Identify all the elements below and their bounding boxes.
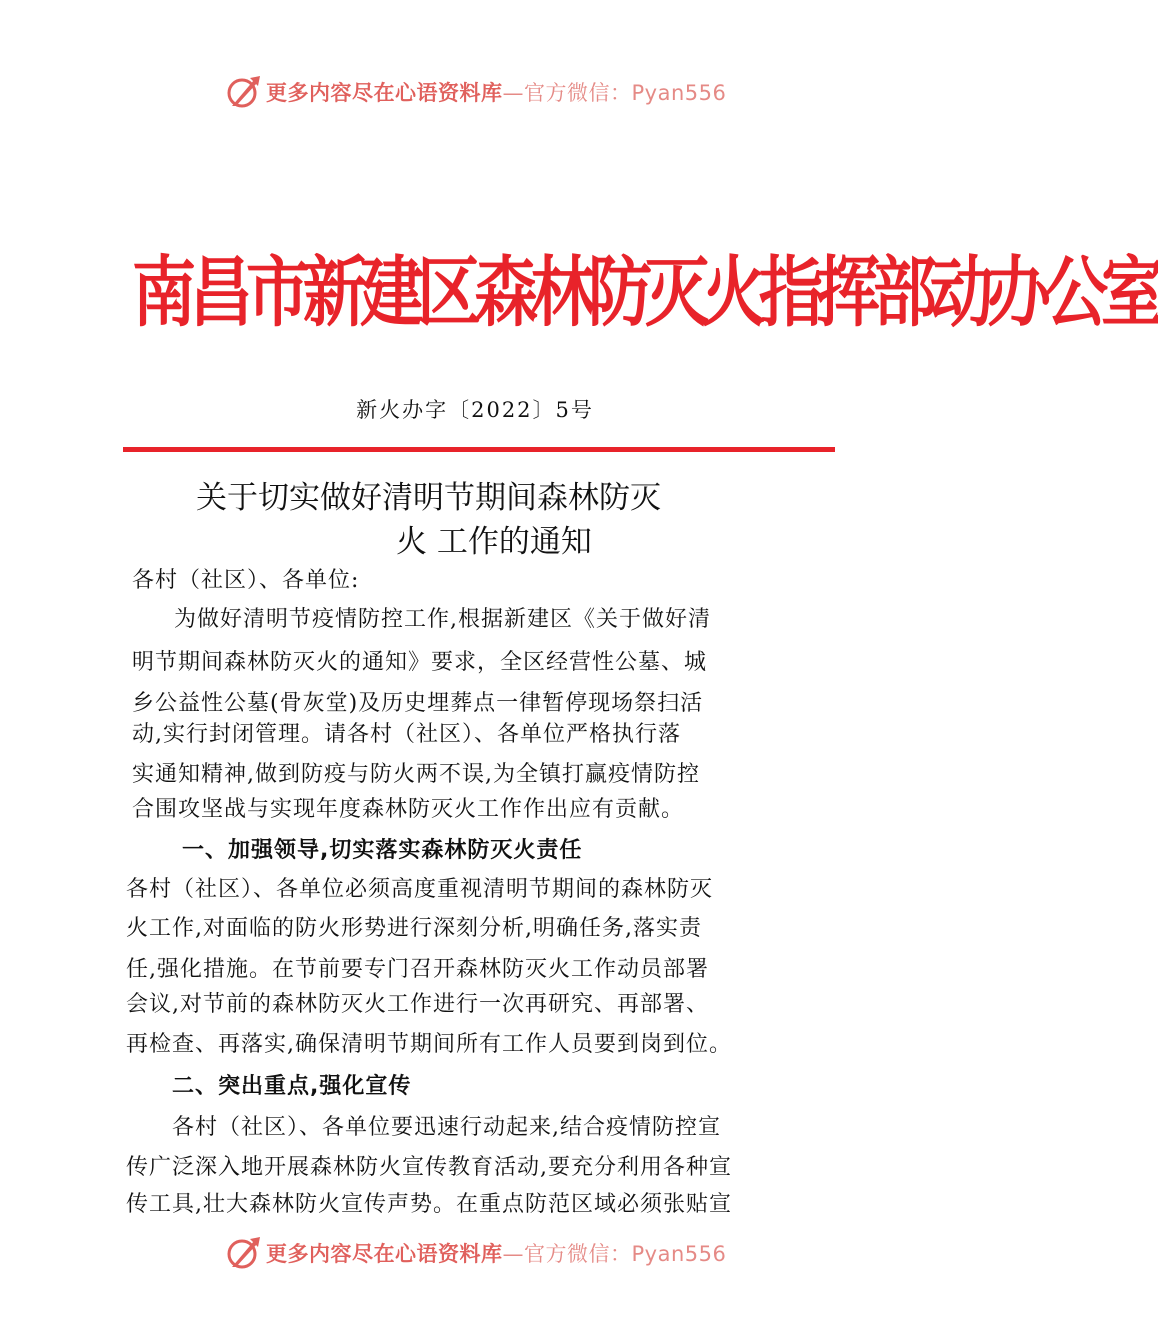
section1-heading: 一、加强领导,切实落实森林防灭火责任	[182, 838, 583, 863]
quill-pen-logo-icon	[224, 1233, 264, 1273]
section1-line: 会议,对节前的森林防灭火工作进行一次再研究、再部署、	[126, 992, 709, 1017]
org-title: 南昌市新建区森林防灭火指挥部动办公室	[132, 249, 1158, 339]
intro-line: 乡公益性公墓(骨灰堂)及历史埋葬点一律暂停现场祭扫活	[132, 691, 704, 716]
intro-line: 明节期间森林防灭火的通知》要求，全区经营性公墓、城	[132, 650, 708, 675]
watermark-text	[266, 77, 726, 107]
intro-line: 实通知精神,做到防疫与防火两不误,为全镇打赢疫情防控	[132, 762, 700, 787]
intro-line: 动,实行封闭管理。请各村（社区）、各单位严格执行落	[132, 722, 681, 747]
watermark-part2: —官方微信：Pyan556	[502, 81, 727, 105]
quill-pen-logo-icon	[224, 72, 264, 112]
watermark-part2: —官方微信：Pyan556	[502, 1242, 727, 1266]
watermark-part1: 更多内容尽在心语资料库	[266, 1241, 503, 1266]
document-number: 新火办字〔2022〕5号	[356, 398, 594, 422]
notice-title-line2: 火 工作的通知	[396, 524, 592, 560]
section1-line: 各村（社区）、各单位必须高度重视清明节期间的森林防灭	[126, 877, 714, 902]
watermark-text	[266, 1238, 726, 1268]
section1-line: 任,强化措施。在节前要专门召开森林防灭火工作动员部署	[126, 957, 709, 982]
section2-line: 传工具,壮大森林防火宣传声势。在重点防范区域必须张贴宣	[126, 1192, 732, 1217]
notice-title-line1: 关于切实做好清明节期间森林防灭	[196, 480, 661, 516]
section1-line: 再检查、再落实,确保清明节期间所有工作人员要到岗到位。	[126, 1032, 732, 1057]
intro-line: 为做好清明节疫情防控工作,根据新建区《关于做好清	[174, 607, 711, 632]
section2-heading: 二、突出重点,强化宣传	[172, 1074, 412, 1099]
salutation: 各村（社区）、各单位:	[132, 568, 360, 593]
red-divider	[123, 447, 835, 452]
section1-line: 火工作,对面临的防火形势进行深刻分析,明确任务,落实责	[126, 916, 702, 941]
section2-line: 传广泛深入地开展森林防火宣传教育活动,要充分利用各种宣	[126, 1155, 732, 1180]
section2-line: 各村（社区）、各单位要迅速行动起来,结合疫情防控宣	[172, 1115, 721, 1140]
watermark-bottom	[224, 1233, 726, 1273]
watermark-top	[224, 72, 726, 112]
watermark-part1: 更多内容尽在心语资料库	[266, 80, 503, 105]
intro-line: 合围攻坚战与实现年度森林防灭火工作作出应有贡献。	[132, 797, 685, 822]
